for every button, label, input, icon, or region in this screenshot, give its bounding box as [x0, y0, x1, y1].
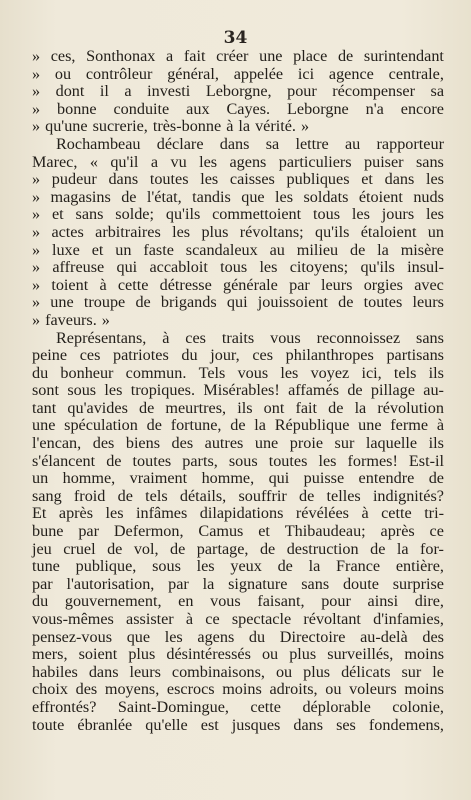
- text-line: sang froid de tels détails, souffrir de telles indignités?: [32, 486, 444, 505]
- text-line: vous-mêmes assister à ce spectacle révoltant d'infamies,: [32, 610, 444, 628]
- text-line: peine ces patriotes du jour, ces philanthropes partisans: [32, 346, 444, 365]
- text-line: tant qu'avides de meurtres, ils ont fait de la révolution: [32, 398, 444, 417]
- text-line: » et sans solde; qu'ils commettoient tous les jours les: [32, 205, 444, 224]
- text-line: sont sous les tropiques. Misérables! affamés de pillage au-: [32, 381, 444, 400]
- text-line: une spéculation de fortune, de la République une ferme à: [32, 416, 444, 435]
- text-line: » dont il a investi Leborgne, pour récompenser sa: [32, 82, 444, 101]
- text-line: choix des moyens, escrocs moins adroits, ou voleurs moins: [32, 680, 444, 699]
- text-line: pensez-vous que les agens du Directoire au-delà des: [32, 627, 444, 646]
- text-line: » ces, Sonthonax a fait créer une place de surintendant: [32, 47, 444, 65]
- text-line: habiles dans leurs combinaisons, ou plus délicats sur le: [32, 662, 444, 681]
- text-line: » pudeur dans toutes les caisses publiques et dans les: [32, 170, 444, 189]
- text-line: bune par Defermon, Camus et Thibaudeau; après ce: [32, 522, 444, 541]
- text-line: » actes arbitraires les plus révoltans; qu'ils étaloient un: [32, 222, 444, 241]
- text-line: par l'autorisation, par la signature sans doute surprise: [32, 574, 444, 593]
- text-line: » magasins de l'état, tandis que les soldats étoient nuds: [32, 187, 444, 206]
- text-line: s'élancent de toutes parts, sous toutes les formes! Est-il: [32, 451, 444, 470]
- body-text: [32, 48, 444, 734]
- text-line: Représentans, à ces traits vous reconnoissez sans: [56, 328, 444, 347]
- text-line: du bonheur commun. Tels vous les voyez ici, tels ils: [32, 363, 444, 382]
- text-line: tune publique, sous les yeux de la France entière,: [32, 557, 444, 576]
- text-line: un homme, vraiment homme, qui puisse entendre de: [32, 469, 444, 488]
- text-line: jeu cruel de vol, de partage, de destruction de la for-: [32, 539, 444, 558]
- text-line: Marec, « qu'il a vu les agens particuliers puiser sans: [32, 152, 444, 171]
- text-line: mers, soient plus désintéressés ou plus surveillés, moins: [32, 645, 444, 664]
- text-line: du gouvernement, en vous faisant, pour ainsi dire,: [32, 592, 444, 611]
- page-number: 34: [223, 28, 248, 48]
- text-line: l'encan, des biens des autres une proie sur laquelle ils: [32, 434, 444, 453]
- text-line: Et après les infâmes dilapidations révélées à cette tri-: [32, 504, 444, 523]
- text-line: » affreuse qui accabloit tous les citoyens; qu'ils insul-: [32, 258, 444, 277]
- text-line: » luxe et un faste scandaleux au milieu de la misère: [32, 240, 444, 259]
- text-line: effrontés? Saint-Domingue, cette déplorable colonie,: [32, 697, 444, 716]
- text-line: » une troupe de brigands qui jouissoient de toutes leurs: [32, 293, 444, 312]
- text-line: » faveurs. »: [32, 310, 110, 329]
- text-line: toute ébranlée qu'elle est jusques dans ses fondemens,: [32, 715, 444, 734]
- text-line: » toient à cette détresse générale par leurs orgies avec: [32, 275, 444, 294]
- text-line: » ou contrôleur général, appelée ici agence centrale,: [32, 64, 444, 83]
- text-line: » bonne conduite aux Cayes. Leborgne n'a encore: [32, 99, 444, 118]
- text-line: Rochambeau déclare dans sa lettre au rapporteur: [56, 134, 444, 153]
- text-line: » qu'une sucrerie, très-bonne à la vérité. »: [32, 117, 310, 136]
